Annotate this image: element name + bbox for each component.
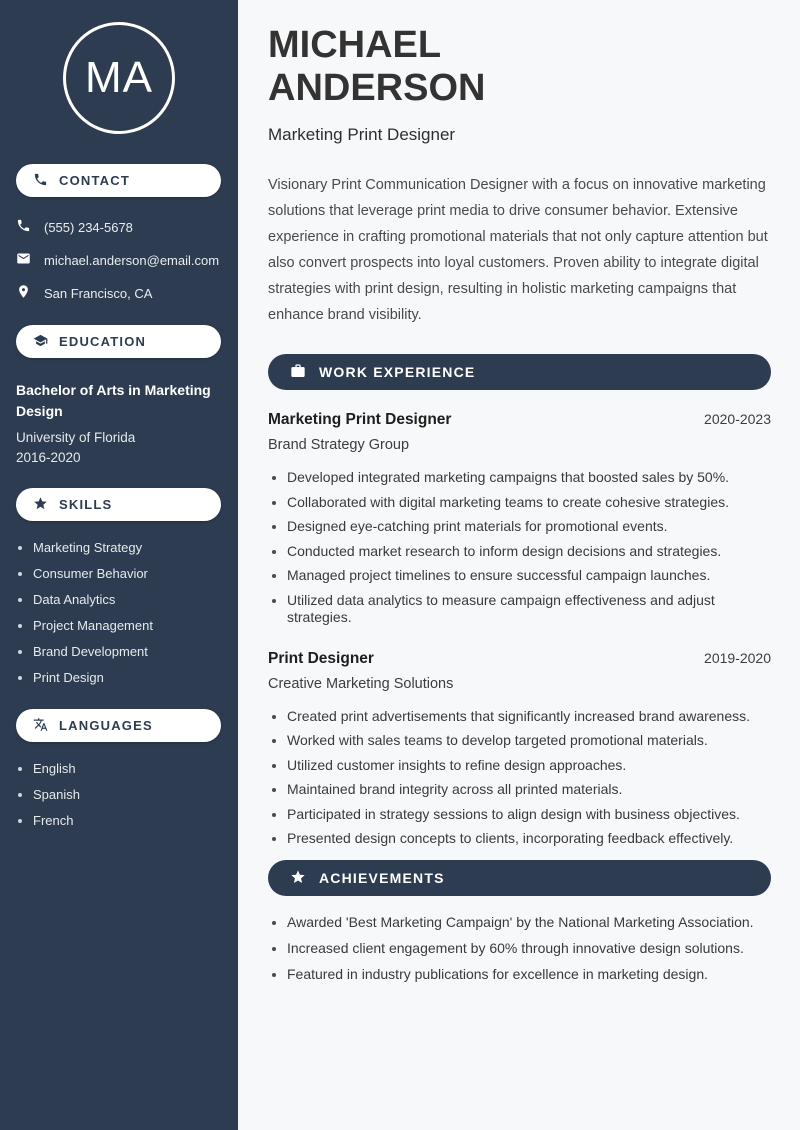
language-item: • Spanish: [33, 788, 238, 802]
skill-item: • Consumer Behavior: [33, 567, 238, 581]
work-experience-section-title: WORK EXPERIENCE: [319, 364, 476, 380]
education-section-title: EDUCATION: [59, 334, 147, 349]
job-dates: 2020-2023: [704, 411, 771, 427]
job-bullet: • Managed project timelines to ensure successful campaign launches.: [287, 567, 771, 584]
job-bullet: • Conducted market research to inform design decisions and strategies.: [287, 543, 771, 560]
education-school: University of Florida: [16, 430, 136, 445]
star-icon: [33, 496, 48, 514]
contact-section-title: CONTACT: [59, 173, 130, 188]
contact-phone: [16, 218, 230, 236]
contact-location: [16, 284, 230, 302]
skills-section-title: SKILLS: [59, 497, 113, 512]
job-bullet-list: [268, 469, 771, 626]
skill-item: • Marketing Strategy: [33, 541, 238, 555]
avatar: [63, 22, 175, 134]
job-bullet: • Worked with sales teams to develop targeted promotional materials.: [287, 732, 771, 749]
skill-item: • Project Management: [33, 619, 238, 633]
job-bullet: • Designed eye-catching print materials for promotional events.: [287, 518, 771, 535]
job-bullet-list: [268, 708, 771, 848]
job-entry: [268, 650, 771, 848]
main-content: [238, 0, 800, 1130]
location-icon: [16, 284, 31, 302]
language-item: • English: [33, 762, 238, 776]
sidebar: [0, 0, 238, 1130]
achievements-list: [268, 914, 771, 983]
job-bullet: • Utilized data analytics to measure campaign effectiveness and adjust strategies.: [287, 592, 771, 626]
job-header: [268, 411, 771, 429]
skills-section-header: [16, 488, 221, 521]
achievement-bullet: • Featured in industry publications for excellence in marketing design.: [287, 966, 771, 983]
summary-paragraph: Visionary Print Communication Designer with a focus on innovative marketing solutions that leverage print media to drive consumer behavior. Extensive experience in crafting promotional materials that not only capture attention but also convert prospects into loyal customers. Proven ability to integrate digital strategies with print design, resulting in holistic marketing campaigns that enhance brand visibility.: [268, 177, 768, 323]
education-degree: Bachelor of Arts in Marketing Design: [16, 382, 211, 419]
phone-icon: [16, 218, 31, 236]
contact-section-header: [16, 164, 221, 197]
job-title-subtitle: Marketing Print Designer: [268, 125, 456, 144]
job-bullet: • Collaborated with digital marketing teams to create cohesive strategies.: [287, 494, 771, 511]
name-first: MICHAEL: [268, 24, 442, 66]
language-item: • French: [33, 814, 238, 828]
job-bullet: • Utilized customer insights to refine design approaches.: [287, 757, 771, 774]
name-last: ANDERSON: [268, 67, 486, 109]
phone-icon: [33, 172, 48, 190]
job-entry: [268, 411, 771, 626]
achievement-bullet: • Awarded 'Best Marketing Campaign' by the National Marketing Association.: [287, 914, 771, 931]
job-bullet: • Created print advertisements that significantly increased brand awareness.: [287, 708, 771, 725]
contact-email: [16, 251, 230, 269]
translate-icon: [33, 717, 48, 735]
work-experience-section-header: [268, 354, 771, 390]
contact-email-value: michael.anderson@email.com: [44, 252, 220, 268]
education-section-header: [16, 325, 221, 358]
email-icon: [16, 251, 31, 269]
contact-phone-value: (555) 234-5678: [44, 219, 133, 235]
job-dates: 2019-2020: [704, 649, 771, 666]
job-role: Print Designer: [268, 649, 374, 667]
education-years: 2016-2020: [16, 450, 81, 465]
job-bullet: • Presented design concepts to clients, incorporating feedback effectively.: [287, 830, 771, 847]
achievement-bullet: • Increased client engagement by 60% through innovative design solutions.: [287, 940, 771, 957]
job-bullet: • Developed integrated marketing campaigns that boosted sales by 50%.: [287, 469, 771, 486]
job-bullet: • Participated in strategy sessions to align design with business objectives.: [287, 806, 771, 823]
achievements-section-title: ACHIEVEMENTS: [319, 870, 445, 886]
skills-list: [0, 541, 238, 685]
contact-location-value: San Francisco, CA: [44, 285, 153, 301]
job-role: Marketing Print Designer: [268, 411, 452, 428]
skill-item: • Brand Development: [33, 645, 238, 659]
job-header: [268, 650, 771, 668]
job-company: Brand Strategy Group: [268, 437, 410, 453]
briefcase-icon: [290, 363, 306, 382]
page-title: [268, 24, 771, 110]
skill-item: • Print Design: [33, 671, 238, 685]
contact-list: [0, 218, 238, 302]
achievements-section-header: [268, 860, 771, 896]
skill-item: • Data Analytics: [33, 593, 238, 607]
graduation-cap-icon: [33, 333, 48, 351]
languages-list: [0, 762, 238, 828]
star-icon: [290, 869, 306, 888]
job-bullet: • Maintained brand integrity across all printed materials.: [287, 781, 771, 798]
languages-section-title: LANGUAGES: [59, 718, 153, 733]
job-company: Creative Marketing Solutions: [268, 675, 454, 692]
avatar-initials: MA: [85, 53, 153, 102]
languages-section-header: [16, 709, 221, 742]
